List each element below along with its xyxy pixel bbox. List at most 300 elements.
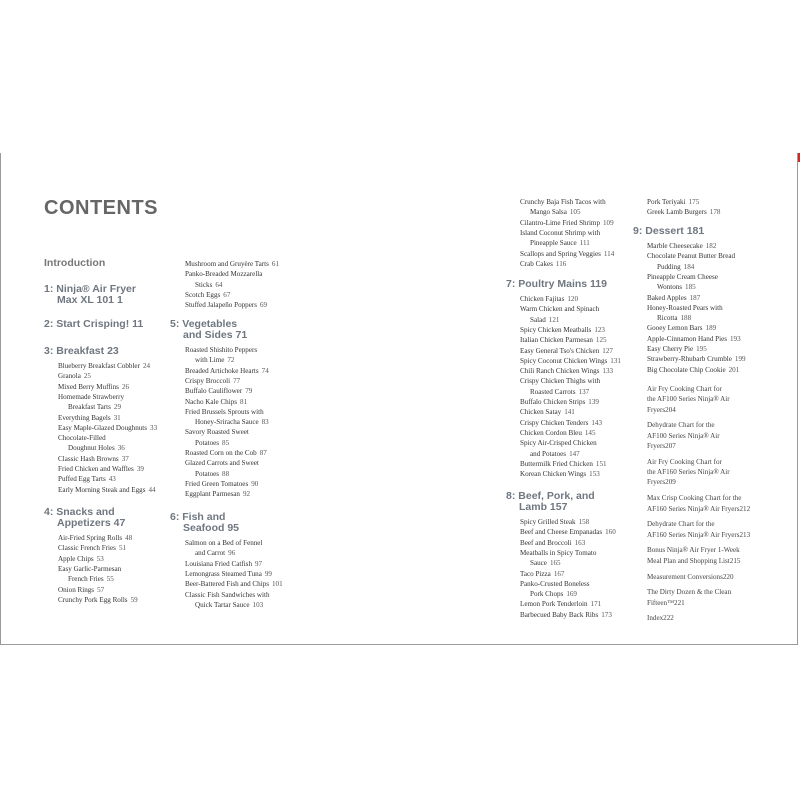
entry-title: Buffalo Chicken Strips [520,398,586,406]
toc-entry[interactable] [520,356,621,366]
chapter-heading[interactable] [44,507,125,529]
back-matter-entry[interactable] [647,405,676,415]
chapter-title: Ninja® Air Fryer [56,283,136,295]
toc-entry[interactable] [520,228,600,238]
entry-page-number: 127 [602,346,613,355]
entry-title: Eggplant Parmesan [185,490,240,499]
back-matter-entry[interactable] [647,519,715,529]
entry-title: Apple Chips [58,554,94,563]
back-matter-entry[interactable] [647,441,676,451]
toc-entry[interactable] [185,479,258,489]
entry-title: Crispy Chicken Thighs with [520,377,601,386]
toc-entry[interactable] [185,259,279,269]
entry-title: Island Coconut Shrimp with [520,228,601,237]
back-matter-entry[interactable] [647,545,740,555]
entry-page-number: 188 [680,314,692,323]
toc-entry[interactable] [185,397,247,407]
entry-page-number: 51 [118,544,127,553]
toc-entry[interactable] [530,207,581,217]
back-matter-entry[interactable] [647,431,720,441]
entry-title: Scallops and Spring Veggies [520,249,601,258]
toc-entry[interactable] [195,438,229,448]
toc-entry[interactable] [195,355,234,365]
toc-entry[interactable] [657,282,696,292]
entry-page-number: 153 [589,470,600,479]
toc-entry[interactable] [647,323,716,333]
toc-entry[interactable] [58,413,121,423]
toc-entry[interactable] [185,376,240,386]
entry-title: Spicy Air-Crisped Chicken [520,439,597,448]
entry-page-number: 137 [578,387,590,396]
back-matter-entry[interactable] [647,504,750,514]
entry-page-number: 167 [553,569,565,578]
back-matter-entry[interactable] [647,598,685,608]
page-title: CONTENTS [44,197,158,219]
entry-title: Early Morning Steak and Eggs [58,485,146,494]
entry-page-number: 120 [567,295,578,303]
toc-entry[interactable] [58,533,132,543]
entry-page-number: 81 [240,397,248,406]
entry-title: Gooey Lemon Bars [647,324,703,333]
toc-entry[interactable] [520,599,601,609]
entry-title: Air Fry Cooking Chart for [647,385,722,393]
toc-entry[interactable] [520,366,613,376]
toc-entry[interactable] [647,207,720,217]
chapter-page-number: 157 [549,501,568,513]
entry-title: Marble Cheesecake [647,242,703,250]
back-matter-entry[interactable] [647,457,722,467]
toc-entry[interactable] [520,438,597,448]
entry-title: Greek Lamb Burgers [647,208,707,217]
entry-title: Pork Teriyaki [647,198,686,206]
entry-title: Doughnut Holes [68,444,115,453]
entry-page-number: 213 [739,530,751,539]
toc-entry[interactable] [530,315,559,325]
toc-entry[interactable] [58,392,124,402]
back-matter-entry[interactable] [647,587,731,597]
entry-page-number: 61 [271,260,279,268]
entry-page-number: 139 [588,398,599,406]
entry-page-number: 163 [574,538,586,547]
entry-title: Scotch Eggs [185,290,221,299]
entry-title: Fried Chicken and Waffles [58,465,134,473]
entry-page-number: 215 [729,556,741,565]
entry-title: Roasted Corn on the Cob [185,449,257,457]
toc-entry[interactable] [520,218,614,228]
entry-page-number: 171 [590,600,602,609]
entry-title: Fryers [647,442,666,450]
toc-entry[interactable] [520,335,607,345]
chapter-title-line2: Max XL 101 [57,294,117,306]
entry-title: Chicken Cordon Bleu [520,428,582,437]
entry-page-number: 74 [261,366,269,375]
entry-page-number: 175 [688,198,700,206]
toc-entry[interactable] [185,427,249,437]
entry-page-number: 133 [602,367,614,376]
entry-title: Easy General Tso's Chicken [520,346,600,355]
entry-title: Blueberry Breakfast Cobbler [58,362,140,370]
toc-entry[interactable] [185,458,259,468]
toc-entry[interactable] [68,443,125,453]
entry-title: Crispy Broccoli [185,376,231,385]
toc-entry[interactable] [195,548,235,558]
chapter-heading[interactable] [170,319,247,341]
back-matter-entry[interactable] [647,530,750,540]
entry-title: Easy Cherry Pie [647,345,694,353]
entry-title: Easy Maple-Glazed Doughnuts [58,423,148,432]
entry-title: the AF160 Series Ninja® Air [647,468,730,477]
toc-entry[interactable] [530,449,580,459]
entry-title: Glazed Carrots and Sweet [185,459,259,468]
back-matter-entry[interactable] [647,556,740,566]
toc-entry[interactable] [58,595,138,605]
chapter-number: 3: [44,345,57,357]
entry-title: Baked Apples [647,293,687,302]
chapter-page-number: 11 [132,318,144,330]
toc-entry[interactable] [185,300,267,310]
toc-entry[interactable] [185,386,252,396]
entry-page-number: 43 [108,475,116,484]
entry-page-number: 114 [603,249,615,258]
entry-page-number: 121 [548,315,560,324]
toc-entry[interactable] [530,558,561,568]
toc-entry[interactable] [58,423,157,433]
entry-page-number: 33 [150,423,158,432]
toc-entry[interactable] [647,241,716,251]
entry-title: Potatoes [195,469,220,478]
entry-title: Chicken Fajitas [520,295,565,303]
entry-title: Mixed Berry Muffins [58,382,119,391]
back-matter-entry[interactable] [647,394,730,404]
entry-title: AF100 Series Ninja® Air [647,431,720,440]
chapter-heading[interactable] [44,346,119,357]
toc-entry[interactable] [647,272,718,282]
toc-entry[interactable] [185,407,264,417]
entry-title: Honey-Sriracha Sauce [195,418,259,427]
chapter-heading[interactable] [506,491,595,513]
entry-page-number: 147 [569,449,580,458]
entry-title: AF160 Series Ninja® Air Fryers [647,504,740,513]
entry-page-number: 189 [705,324,717,333]
toc-entry[interactable] [520,418,602,428]
toc-entry[interactable] [530,589,577,599]
toc-entry[interactable] [520,569,564,579]
entry-page-number: 143 [591,418,602,427]
entry-page-number: 212 [739,504,751,513]
entry-title: French Fries [68,575,104,584]
entry-page-number: 220 [722,572,734,581]
back-matter-entry[interactable] [647,477,676,487]
entry-title: Korean Chicken Wings [520,470,587,479]
toc-entry[interactable] [657,313,691,323]
entry-title: Chocolate-Filled [58,434,106,443]
entry-title: Sticks [195,280,213,289]
entry-page-number: 99 [264,569,272,578]
entry-title: Stuffed Jalapeño Poppers [185,301,257,310]
toc-entry[interactable] [520,197,606,207]
toc-entry[interactable] [185,538,262,548]
back-matter-entry[interactable] [647,613,674,623]
entry-page-number: 185 [685,283,696,292]
entry-title: Big Chocolate Chip Cookie [647,365,726,374]
toc-entry[interactable] [520,397,599,407]
entry-title: Classic French Fries [58,544,116,553]
entry-title: Pineapple Cream Cheese [647,272,718,281]
toc-entry[interactable] [520,548,596,558]
chapter-heading[interactable] [633,226,704,237]
entry-title: Bonus Ninja® Air Fryer 1-Week [647,546,740,555]
entry-page-number: 72 [227,356,235,365]
entry-title: AF160 Series Ninja® Air Fryers [647,530,740,539]
entry-title: Chili Ranch Chicken Wings [520,367,600,376]
toc-entry[interactable] [58,371,91,381]
entry-title: Roasted Carrots [530,387,576,396]
toc-entry[interactable] [530,238,590,248]
entry-title: Chocolate Peanut Butter Bread [647,252,736,261]
toc-entry[interactable] [520,294,578,304]
toc-entry[interactable] [520,249,614,259]
entry-title: Crispy Chicken Tenders [520,418,589,427]
entry-title: Roasted Shishito Peppers [185,346,258,354]
chapter-number: 1: [44,283,57,295]
entry-page-number: 184 [683,262,695,271]
entry-page-number: 36 [117,444,125,453]
entry-title: and Carrot [195,549,226,558]
toc-entry[interactable] [520,407,575,417]
toc-entry[interactable] [647,293,700,303]
entry-title: and Potatoes [530,449,567,458]
entry-title: Louisiana Fried Catfish [185,559,252,568]
toc-entry[interactable] [647,251,735,261]
entry-title: Classic Hash Browns [58,454,119,463]
toc-entry[interactable] [185,448,267,458]
toc-entry[interactable] [195,280,222,290]
entry-page-number: 96 [228,549,236,558]
chapter-title-line2: Appetizers [57,517,114,529]
toc-entry[interactable] [195,469,229,479]
toc-entry[interactable] [58,564,121,574]
entry-title: Wontons [657,283,683,292]
back-matter-entry[interactable] [647,493,741,503]
entry-title: Strawberry-Rhubarb Crumble [647,355,732,364]
chapter-page-number: 95 [227,522,240,534]
entry-page-number: 24 [142,362,151,370]
entry-title: Air-Fried Spring Rolls [58,534,123,542]
entry-page-number: 207 [665,442,676,450]
entry-title: Air Fry Cooking Chart for [647,457,722,466]
toc-entry[interactable] [185,559,262,569]
entry-page-number: 97 [255,559,263,568]
chapter-title: Fish and [182,511,226,523]
entry-page-number: 25 [83,372,91,381]
toc-entry[interactable] [185,269,262,279]
entry-page-number: 109 [603,218,614,227]
entry-page-number: 44 [148,485,156,494]
toc-entry[interactable] [58,554,104,564]
toc-entry[interactable] [530,387,589,397]
back-matter-entry[interactable] [647,420,715,430]
entry-title: Onion Rings [58,585,95,594]
entry-page-number: 57 [97,585,105,594]
entry-page-number: 53 [96,554,104,563]
entry-title: Spicy Chicken Meatballs [520,325,592,334]
toc-entry[interactable] [647,344,707,354]
toc-entry[interactable] [520,376,600,386]
entry-title: Max Crisp Cooking Chart for the [647,494,742,503]
entry-title: Fried Brussels Sprouts with [185,407,264,416]
entry-title: Breakfast Tarts [68,403,111,412]
toc-entry[interactable] [647,354,746,364]
toc-entry[interactable] [647,303,723,313]
entry-page-number: 101 [271,580,283,589]
entry-page-number: 221 [674,598,685,607]
toc-entry[interactable] [520,346,613,356]
chapter-heading[interactable] [44,319,143,330]
entry-title: Easy Garlic-Parmesan [58,564,122,573]
toc-entry[interactable] [185,290,230,300]
chapter-page-number: 71 [235,329,248,341]
toc-entry[interactable] [520,517,589,527]
toc-entry[interactable] [185,590,270,600]
entry-title: Barbecued Baby Back Ribs [520,610,599,619]
entry-title: Cilantro-Lime Fried Shrimp [520,218,600,227]
chapter-title: Dessert [645,225,684,237]
toc-entry[interactable] [520,610,612,620]
entry-title: Beer-Battered Fish and Chips [185,580,269,589]
toc-entry[interactable] [647,197,699,207]
entry-page-number: 204 [665,405,676,414]
entry-page-number: 201 [728,365,740,374]
entry-page-number: 141 [564,408,575,417]
entry-title: with Lime [195,356,225,365]
chapter-heading[interactable] [44,284,136,306]
entry-page-number: 90 [251,479,259,488]
entry-page-number: 178 [709,208,721,217]
entry-page-number: 69 [259,301,268,310]
entry-title: Classic Fish Sandwiches with [185,590,270,599]
entry-page-number: 182 [705,242,717,250]
chapter-heading[interactable] [170,512,239,534]
chapter-title-line2: Lamb [519,501,550,513]
introduction-heading: Introduction [44,257,106,269]
entry-page-number: 125 [595,336,607,345]
entry-page-number: 64 [215,280,223,289]
toc-entry[interactable] [58,585,104,595]
toc-entry[interactable] [520,538,585,548]
toc-entry[interactable] [195,600,263,610]
entry-page-number: 199 [734,355,746,364]
chapter-number: 2: [44,318,57,330]
chapter-number: 6: [170,511,183,523]
entry-page-number: 79 [245,387,253,396]
toc-entry[interactable] [185,489,250,499]
back-matter-entry[interactable] [647,467,730,477]
toc-entry[interactable] [520,304,599,314]
toc-entry[interactable] [58,454,129,464]
back-matter-entry[interactable] [647,384,722,394]
toc-entry[interactable] [58,543,126,553]
toc-entry[interactable] [58,433,106,443]
entry-title: Fried Green Tomatoes [185,479,249,488]
entry-title: Granola [58,372,81,381]
entry-title: Crunchy Baja Fish Tacos with [520,198,606,206]
toc-entry[interactable] [647,334,741,344]
entry-page-number: 123 [594,325,605,334]
entry-title: The Dirty Dozen & the Clean [647,588,732,597]
entry-title: Warm Chicken and Spinach [520,305,600,314]
entry-title: Nacho Kale Chips [185,397,238,406]
toc-entry[interactable] [520,527,616,537]
entry-page-number: 39 [136,465,144,473]
entry-page-number: 55 [106,575,114,584]
entry-title: Beef and Broccoli [520,538,572,547]
toc-entry[interactable] [68,402,121,412]
entry-title: Salmon on a Bed of Fennel [185,539,263,547]
toc-entry[interactable] [520,259,566,269]
entry-page-number: 83 [261,418,269,427]
chapter-heading[interactable] [506,279,607,290]
chapter-page-number: 23 [107,345,119,357]
toc-entry[interactable] [195,417,269,427]
chapter-number: 8: [506,490,519,502]
chapter-title: Poultry Mains [518,278,588,290]
entry-title: Crunchy Pork Egg Rolls [58,595,128,604]
toc-entry[interactable] [520,469,600,479]
entry-page-number: 173 [601,610,612,619]
chapter-page-number: 47 [113,517,126,529]
chapter-title: Start Crisping! [56,318,130,330]
chapter-title: Breakfast [56,345,105,357]
entry-page-number: 59 [130,595,138,604]
entry-title: Spicy Coconut Chicken Wings [520,356,608,365]
back-matter-entry[interactable] [647,572,734,582]
entry-page-number: 169 [566,590,577,599]
entry-page-number: 105 [569,208,581,217]
chapter-title: Vegetables [182,318,238,330]
toc-entry[interactable] [647,365,739,375]
entry-title: Apple-Cinnamon Hand Pies [647,334,727,343]
chapter-title-line2: and Sides [183,329,236,341]
toc-entry[interactable] [185,569,272,579]
entry-page-number: 103 [252,600,264,609]
toc-entry[interactable] [58,485,156,495]
toc-entry[interactable] [185,366,269,376]
chapter-number: 5: [170,318,183,330]
chapter-title: Beef, Pork, and [518,490,595,502]
toc-entry[interactable] [657,262,694,272]
entry-page-number: 87 [259,449,267,457]
toc-entry[interactable] [58,361,150,371]
entry-title: Savory Roasted Sweet [185,428,249,437]
toc-entry[interactable] [185,579,283,589]
entry-title: Quick Tartar Sauce [195,600,250,609]
toc-entry[interactable] [520,579,590,589]
toc-entry[interactable] [58,474,116,484]
entry-title: Honey-Roasted Pears with [647,303,723,312]
toc-entry[interactable] [58,382,129,392]
toc-entry[interactable] [68,574,114,584]
toc-entry[interactable] [185,345,257,355]
entry-title: Sauce [530,559,547,568]
entry-page-number: 160 [605,528,616,537]
toc-entry[interactable] [520,325,605,335]
toc-entry[interactable] [58,464,144,474]
entry-page-number: 116 [555,259,567,268]
toc-entry[interactable] [520,459,607,469]
toc-entry[interactable] [520,428,596,438]
entry-page-number: 67 [223,290,231,299]
entry-page-number: 85 [222,438,230,447]
